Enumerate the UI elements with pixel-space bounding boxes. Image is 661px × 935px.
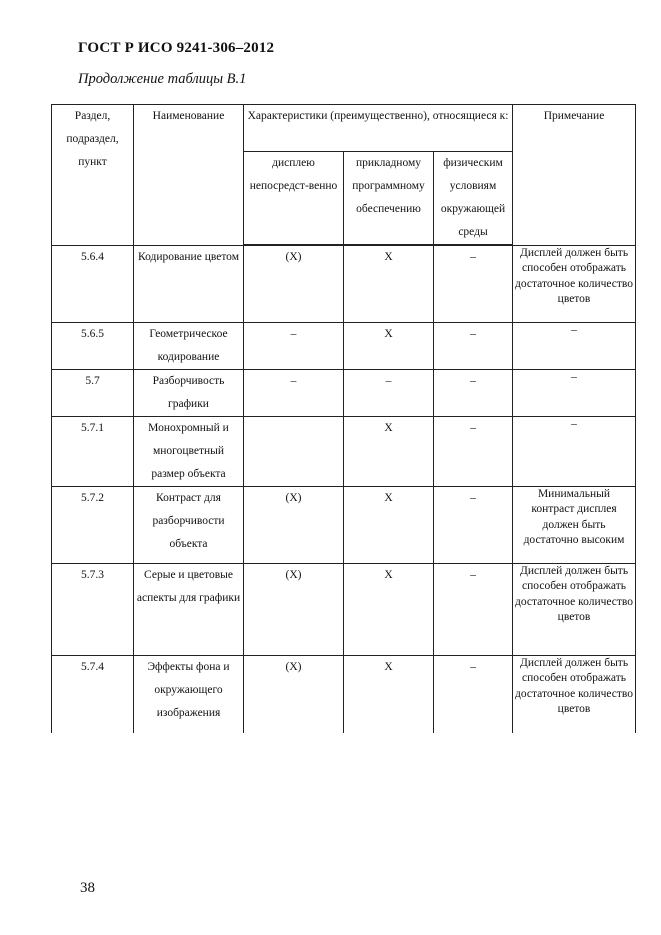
table-row	[52, 245, 636, 322]
cell-note: Дисплей должен быть способен отображать достаточное количество цветов	[513, 563, 636, 655]
cell-section: 5.7.1	[52, 416, 134, 486]
standard-title: ГОСТ Р ИСО 9241-306–2012	[78, 40, 275, 56]
cell-display: (X)	[244, 486, 344, 563]
cell-environment: –	[434, 245, 513, 322]
cell-environment: –	[434, 416, 513, 486]
cell-name: Геометрическое кодирование	[134, 322, 244, 369]
header-name: Наименование	[134, 105, 244, 246]
cell-software: X	[344, 322, 434, 369]
cell-software: X	[344, 655, 434, 733]
cell-name: Разборчивость графики	[134, 369, 244, 416]
cell-environment: –	[434, 369, 513, 416]
table-row	[52, 486, 636, 563]
page-number: 38	[80, 880, 95, 896]
cell-note: –	[513, 416, 636, 486]
cell-display: (X)	[244, 245, 344, 322]
cell-software: X	[344, 416, 434, 486]
table-row	[52, 563, 636, 655]
cell-section: 5.6.4	[52, 245, 134, 322]
cell-environment: –	[434, 563, 513, 655]
cell-name: Серые и цветовые аспекты для графики	[134, 563, 244, 655]
table-row	[52, 416, 636, 486]
cell-section: 5.7	[52, 369, 134, 416]
cell-note: –	[513, 369, 636, 416]
header-characteristics-group: Характеристики (преимущественно), относящиеся к:	[244, 105, 513, 152]
cell-section: 5.6.5	[52, 322, 134, 369]
header-environment: физическим условиям окружающей среды	[434, 152, 513, 246]
cell-section: 5.7.4	[52, 655, 134, 733]
cell-display	[244, 416, 344, 486]
cell-display: –	[244, 369, 344, 416]
cell-environment: –	[434, 486, 513, 563]
table-row	[52, 369, 636, 416]
cell-section: 5.7.3	[52, 563, 134, 655]
table-continuation-caption: Продолжение таблицы В.1	[78, 71, 247, 87]
header-section: Раздел, подраздел, пункт	[52, 105, 134, 246]
cell-note: Дисплей должен быть способен отображать достаточное количество цветов	[513, 655, 636, 733]
cell-software: X	[344, 486, 434, 563]
header-note: Примечание	[513, 105, 636, 246]
cell-name: Монохромный и многоцветный размер объекта	[134, 416, 244, 486]
cell-display: (X)	[244, 563, 344, 655]
characteristics-table	[51, 104, 636, 733]
header-display: дисплею непосредст-венно	[244, 152, 344, 246]
table-row	[52, 655, 636, 733]
cell-name: Кодирование цветом	[134, 245, 244, 322]
table-row	[52, 322, 636, 369]
cell-software: –	[344, 369, 434, 416]
cell-environment: –	[434, 655, 513, 733]
cell-section: 5.7.2	[52, 486, 134, 563]
cell-note: Дисплей должен быть способен отображать достаточное количество цветов	[513, 245, 636, 322]
cell-environment: –	[434, 322, 513, 369]
cell-display: –	[244, 322, 344, 369]
cell-note: –	[513, 322, 636, 369]
cell-software: X	[344, 245, 434, 322]
cell-note: Минимальный контраст дисплея должен быть достаточно высоким	[513, 486, 636, 563]
cell-name: Контраст для разборчивости объекта	[134, 486, 244, 563]
header-software: прикладному программному обеспечению	[344, 152, 434, 246]
cell-name: Эффекты фона и окружающего изображения	[134, 655, 244, 733]
cell-software: X	[344, 563, 434, 655]
cell-display: (X)	[244, 655, 344, 733]
